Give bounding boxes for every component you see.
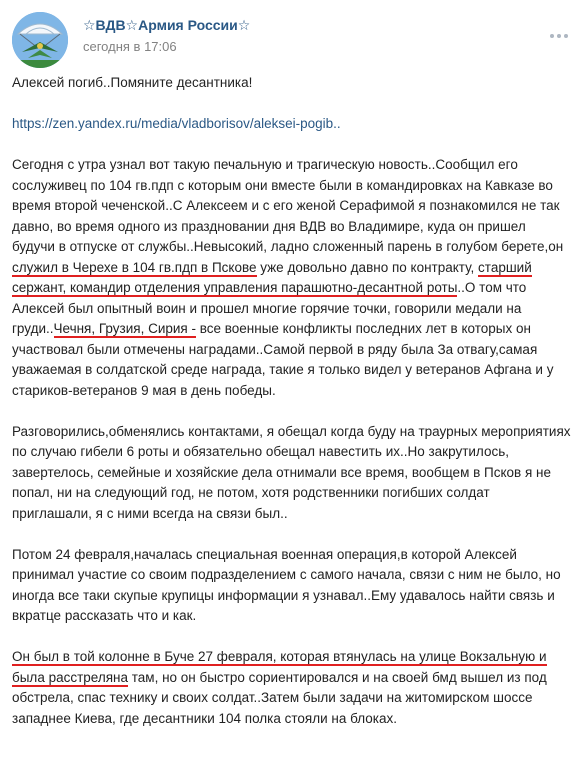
paragraph-1 [12,155,572,401]
paragraph-4 [12,647,572,729]
community-avatar[interactable] [12,12,68,68]
highlighted-text: старший сержант, командир отделения управления парашютно-десантной роты [12,259,532,295]
community-name-link[interactable]: ☆ВДВ☆Армия России☆ [83,17,251,33]
paratrooper-emblem-icon [12,12,68,68]
paragraph-text: все военные конфликты последних лет в которых он участвовал были отмечены наградами..Самой первой в ряду была За отвагу,самая уважаемая в солдатской среде награда, такие я только видел у ветеранов Афгана и у стариков-ветеранов 9 мая в день победы. [12,321,554,398]
highlighted-text: Чечня, Грузия, Сирия - [53,321,196,336]
external-link[interactable]: https://zen.yandex.ru/media/vladborisov/aleksei-pogib.. [12,116,341,131]
more-horizontal-icon[interactable] [548,28,570,44]
highlighted-text: Он был в той колонне в Буче 27 февраля, которая втянулась на улице Вокзальную и была расстреляна [12,649,547,685]
dot [564,34,568,38]
paragraph-text: Сегодня с утра узнал вот такую печальную и трагическую новость..Сообщил его сослуживец по 104 гв.пдп с которым они вместе были в командировках на Кавказе во время второй чеченской..С Алексеем и с его женой Серафимой я познакомился не так давно, во время одного из праздновании дня ВДВ во Владимире, куда он пришел будучи в отпуске от службы..Невысокий, ладно сложенный парень в голубом берете,он [12,157,564,254]
highlighted-text: служил в Черехе в 104 гв.пдп в Пскове [12,259,257,275]
paragraph-text: уже довольно давно по контракту, [256,259,479,275]
post-timestamp[interactable]: сегодня в 17:06 [83,39,177,54]
post-header [12,8,572,64]
paragraph-text: там, но он быстро сориентировался и на своей бмд вышел из под обстрела, спас технику и своих солдат..Затем были задачи на житомирском шоссе западнее Киева, где десантники 104 полка стояли на блоках. [12,669,547,726]
paragraph-3: Потом 24 февраля,началась специальная военная операция,в которой Алексей принимал участие со своим подразделением с самого начала, связи с ним не было, но иногда все таки скупые крупицы информации я узнавал..Ему удавалось найти связь и вкратце рассказать что и как. [12,546,561,623]
dot [557,34,561,38]
dot [550,34,554,38]
post-text [12,70,572,729]
paragraph-text: ..О том что Алексей был опытный воин и прошел многие горячие точки, говорили медали на груди.. [12,280,527,336]
post-title: Алексей погиб..Помяните десантника! [12,75,253,90]
paragraph-2: Разговорились,обменялись контактами, я обещал когда буду на траурных мероприятиях по случаю гибели 6 роты и обязательно обещал навестить их..Но закрутилось, завертелось, семейные и хозяйские дела отнимали все время, вообщем в Псков я не попал, ни на следующий год, не потом, хотя родственники погибших солдат приглашали, я с ними всегда на связи был.. [12,423,571,521]
post-link [12,114,572,135]
